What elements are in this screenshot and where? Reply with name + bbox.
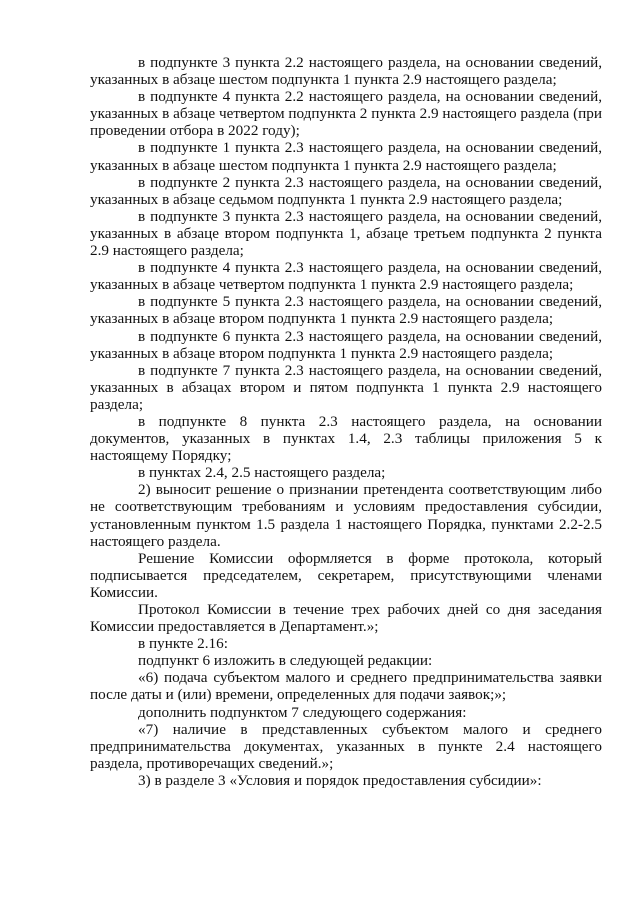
- paragraph-criterion-2-3-4: в подпункте 4 пункта 2.3 настоящего раздела, на основании сведений, указанных в абзаце четвертом подпункта 1 пункта 2.9 настоящего раздела;: [90, 259, 602, 294]
- paragraph-criterion-2-2-3: в подпункте 3 пункта 2.2 настоящего раздела, на основании сведений, указанных в абзаце шестом подпункта 1 пункта 2.9 настоящего раздела;: [90, 54, 602, 89]
- paragraph-clause-2-16: в пункте 2.16:: [138, 635, 228, 653]
- paragraph-criterion-2-3-5: в подпункте 5 пункта 2.3 настоящего раздела, на основании сведений, указанных в абзаце втором подпункта 1 пункта 2.9 настоящего раздела;: [90, 293, 602, 328]
- paragraph-section-3-heading: 3) в разделе 3 «Условия и порядок предоставления субсидии»:: [138, 771, 542, 789]
- paragraph-criterion-2-4-2-5: в пунктах 2.4, 2.5 настоящего раздела;: [138, 464, 386, 482]
- paragraph-criterion-2-2-4: в подпункте 4 пункта 2.2 настоящего раздела, на основании сведений, указанных в абзаце четвертом подпункта 2 пункта 2.9 настоящего раздела (при проведении отбора в 2022 году);: [90, 88, 602, 140]
- paragraph-criterion-2-3-7: в подпункте 7 пункта 2.3 настоящего раздела, на основании сведений, указанных в абзацах втором и пятом подпункта 1 пункта 2.9 настоящего раздела;: [90, 361, 602, 413]
- paragraph-subclause-7-text: «7) наличие в представленных субъектом малого и среднего предпринимательства документах, указанных в пункте 2.4 настоящего раздела, противоречащих сведений.»;: [90, 720, 602, 772]
- paragraph-subclause-6-intro: подпункт 6 изложить в следующей редакции:: [138, 652, 433, 670]
- document-page: [90, 54, 602, 789]
- paragraph-subclause-7-intro: дополнить подпунктом 7 следующего содержания:: [138, 703, 467, 721]
- paragraph-decision-item-2: 2) выносит решение о признании претендента соответствующим либо не соответствующим требованиям и условиям предоставления субсидии, установленным пунктом 1.5 раздела 1 настоящего Порядка, пунктами 2.2-2.5 настоящего раздела.: [90, 481, 602, 550]
- paragraph-criterion-2-3-1: в подпункте 1 пункта 2.3 настоящего раздела, на основании сведений, указанных в абзаце шестом подпункта 1 пункта 2.9 настоящего раздела;: [90, 139, 602, 174]
- paragraph-criterion-2-3-8: в подпункте 8 пункта 2.3 настоящего раздела, на основании документов, указанных в пунктах 1.4, 2.3 таблицы приложения 5 к настоящему Порядку;: [90, 412, 602, 465]
- paragraph-commission-protocol: Решение Комиссии оформляется в форме протокола, который подписывается председателем, секретарем, присутствующими членами Комиссии.: [90, 549, 602, 601]
- paragraph-subclause-6-text: «6) подача субъектом малого и среднего предпринимательства заявки после даты и (или) времени, определенных для подачи заявок;»;: [90, 669, 602, 704]
- paragraph-criterion-2-3-2: в подпункте 2 пункта 2.3 настоящего раздела, на основании сведений, указанных в абзаце седьмом подпункта 1 пункта 2.9 настоящего раздела;: [90, 173, 602, 208]
- paragraph-criterion-2-3-3: в подпункте 3 пункта 2.3 настоящего раздела, на основании сведений, указанных в абзаце втором подпункта 1, абзаце третьем подпункта 2 пункта 2.9 настоящего раздела;: [90, 207, 602, 260]
- paragraph-protocol-submission: Протокол Комиссии в течение трех рабочих дней со дня заседания Комиссии предоставляется в Департамент.»;: [90, 601, 602, 636]
- paragraph-criterion-2-3-6: в подпункте 6 пункта 2.3 настоящего раздела, на основании сведений, указанных в абзаце втором подпункта 1 пункта 2.9 настоящего раздела;: [90, 327, 602, 362]
